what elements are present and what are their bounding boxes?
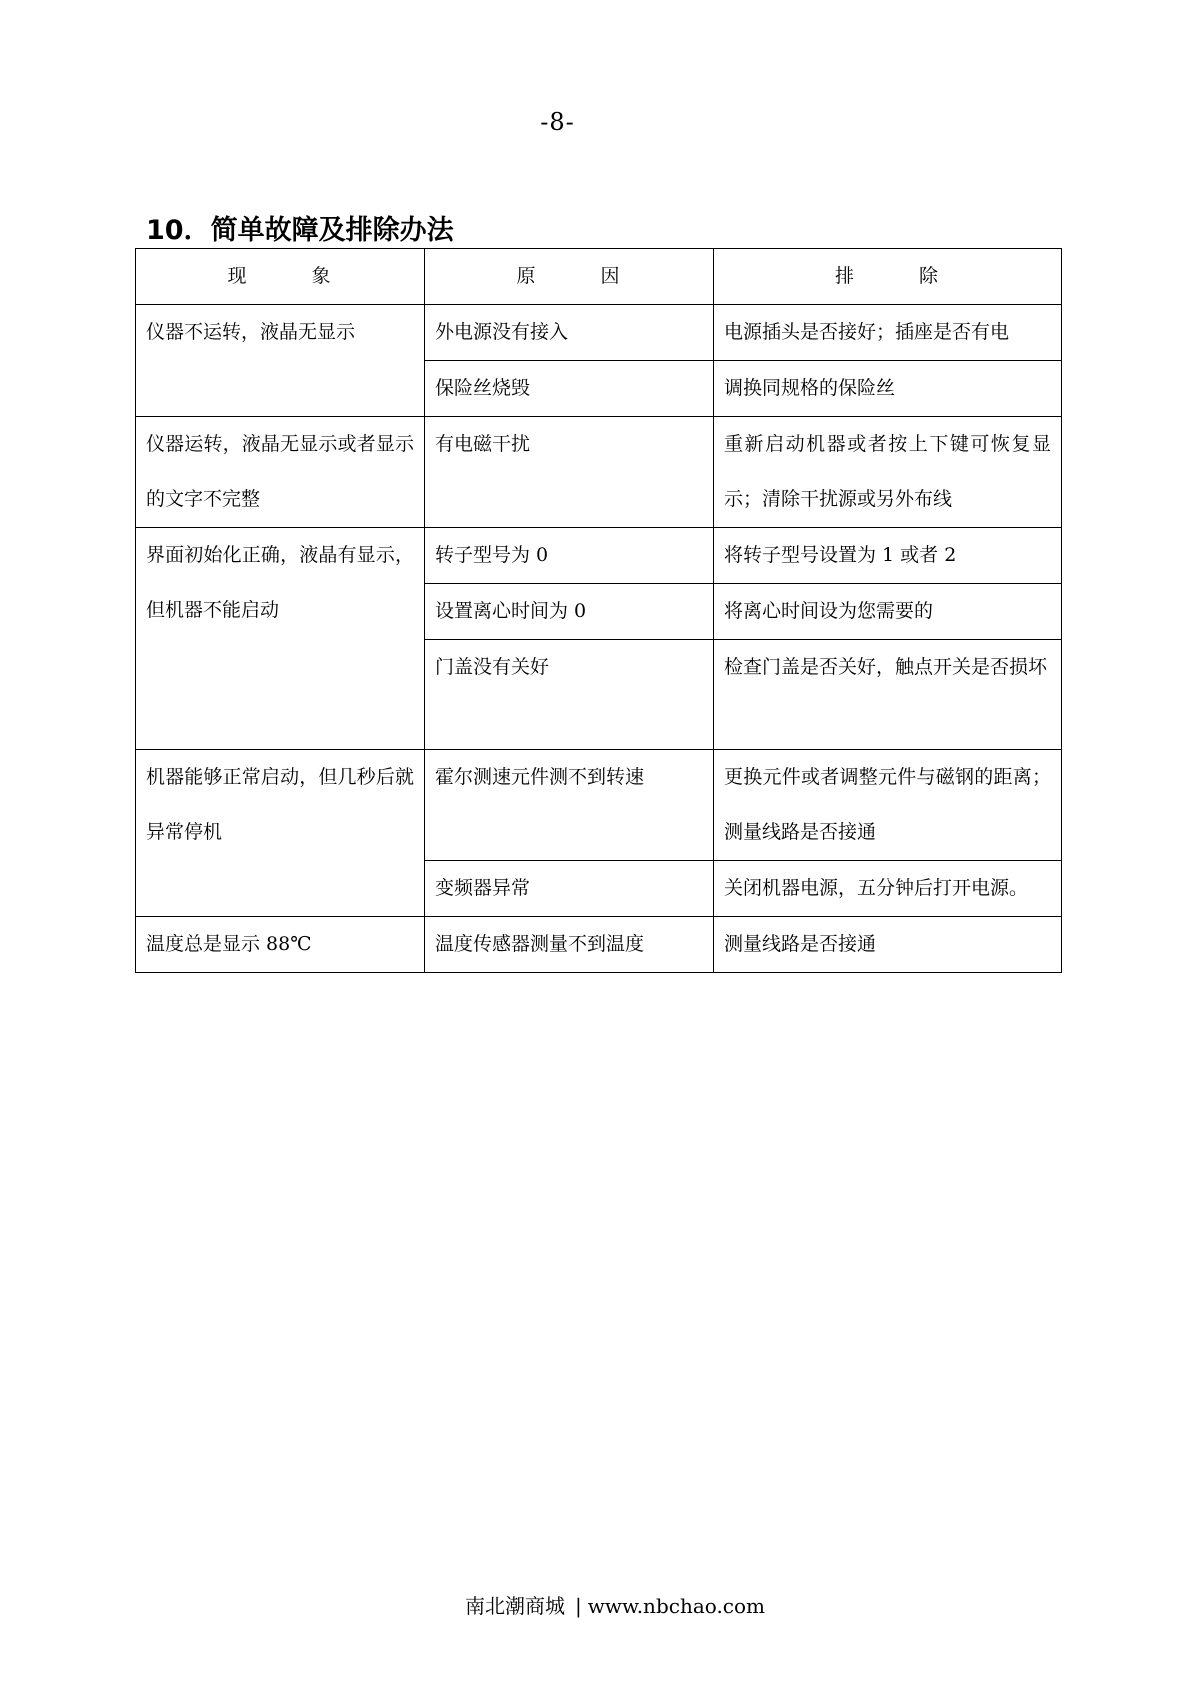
section-title: 10．简单故障及排除办法 [146, 215, 454, 246]
symptom-cell: 机器能够正常启动，但几秒后就异常停机 [136, 750, 425, 917]
header-symptom: 现 象 [136, 249, 425, 305]
header-cause: 原 因 [425, 249, 714, 305]
footer-site-name: 南北潮商城 [464, 1594, 565, 1618]
cause-cell: 霍尔测速元件测不到转速 [425, 750, 714, 861]
symptom-cell: 仪器运转，液晶无显示或者显示的文字不完整 [136, 417, 425, 528]
cause-cell: 有电磁干扰 [425, 417, 714, 528]
cause-cell: 门盖没有关好 [425, 640, 714, 750]
remedy-cell: 调换同规格的保险丝 [714, 361, 1062, 417]
symptom-cell: 温度总是显示 88℃ [136, 917, 425, 973]
symptom-cell: 仪器不运转，液晶无显示 [136, 305, 425, 417]
remedy-cell: 电源插头是否接好；插座是否有电 [714, 305, 1062, 361]
cause-cell: 保险丝烧毁 [425, 361, 714, 417]
table-row [136, 417, 1062, 528]
table-row [136, 528, 1062, 584]
page-number: -8- [540, 108, 575, 136]
page-footer [0, 1590, 1200, 1619]
remedy-cell: 检查门盖是否关好，触点开关是否损坏 [714, 640, 1062, 750]
footer-separator: | [574, 1594, 582, 1618]
table-row [136, 305, 1062, 361]
table-row [136, 917, 1062, 973]
remedy-cell: 更换元件或者调整元件与磁钢的距离；测量线路是否接通 [714, 750, 1062, 861]
cause-cell: 变频器异常 [425, 861, 714, 917]
cause-cell: 温度传感器测量不到温度 [425, 917, 714, 973]
header-remedy: 排 除 [714, 249, 1062, 305]
table-row [136, 750, 1062, 861]
remedy-cell: 将转子型号设置为 1 或者 2 [714, 528, 1062, 584]
cause-cell: 外电源没有接入 [425, 305, 714, 361]
table-header-row [136, 249, 1062, 305]
cause-cell: 转子型号为 0 [425, 528, 714, 584]
remedy-cell: 测量线路是否接通 [714, 917, 1062, 973]
footer-url-link[interactable]: www.nbchao.com [587, 1594, 766, 1618]
remedy-cell: 重新启动机器或者按上下键可恢复显示；清除干扰源或另外布线 [714, 417, 1062, 528]
remedy-cell: 将离心时间设为您需要的 [714, 584, 1062, 640]
symptom-cell: 界面初始化正确，液晶有显示，但机器不能启动 [136, 528, 425, 750]
cause-cell: 设置离心时间为 0 [425, 584, 714, 640]
fault-table [135, 248, 1062, 973]
remedy-cell: 关闭机器电源，五分钟后打开电源。 [714, 861, 1062, 917]
